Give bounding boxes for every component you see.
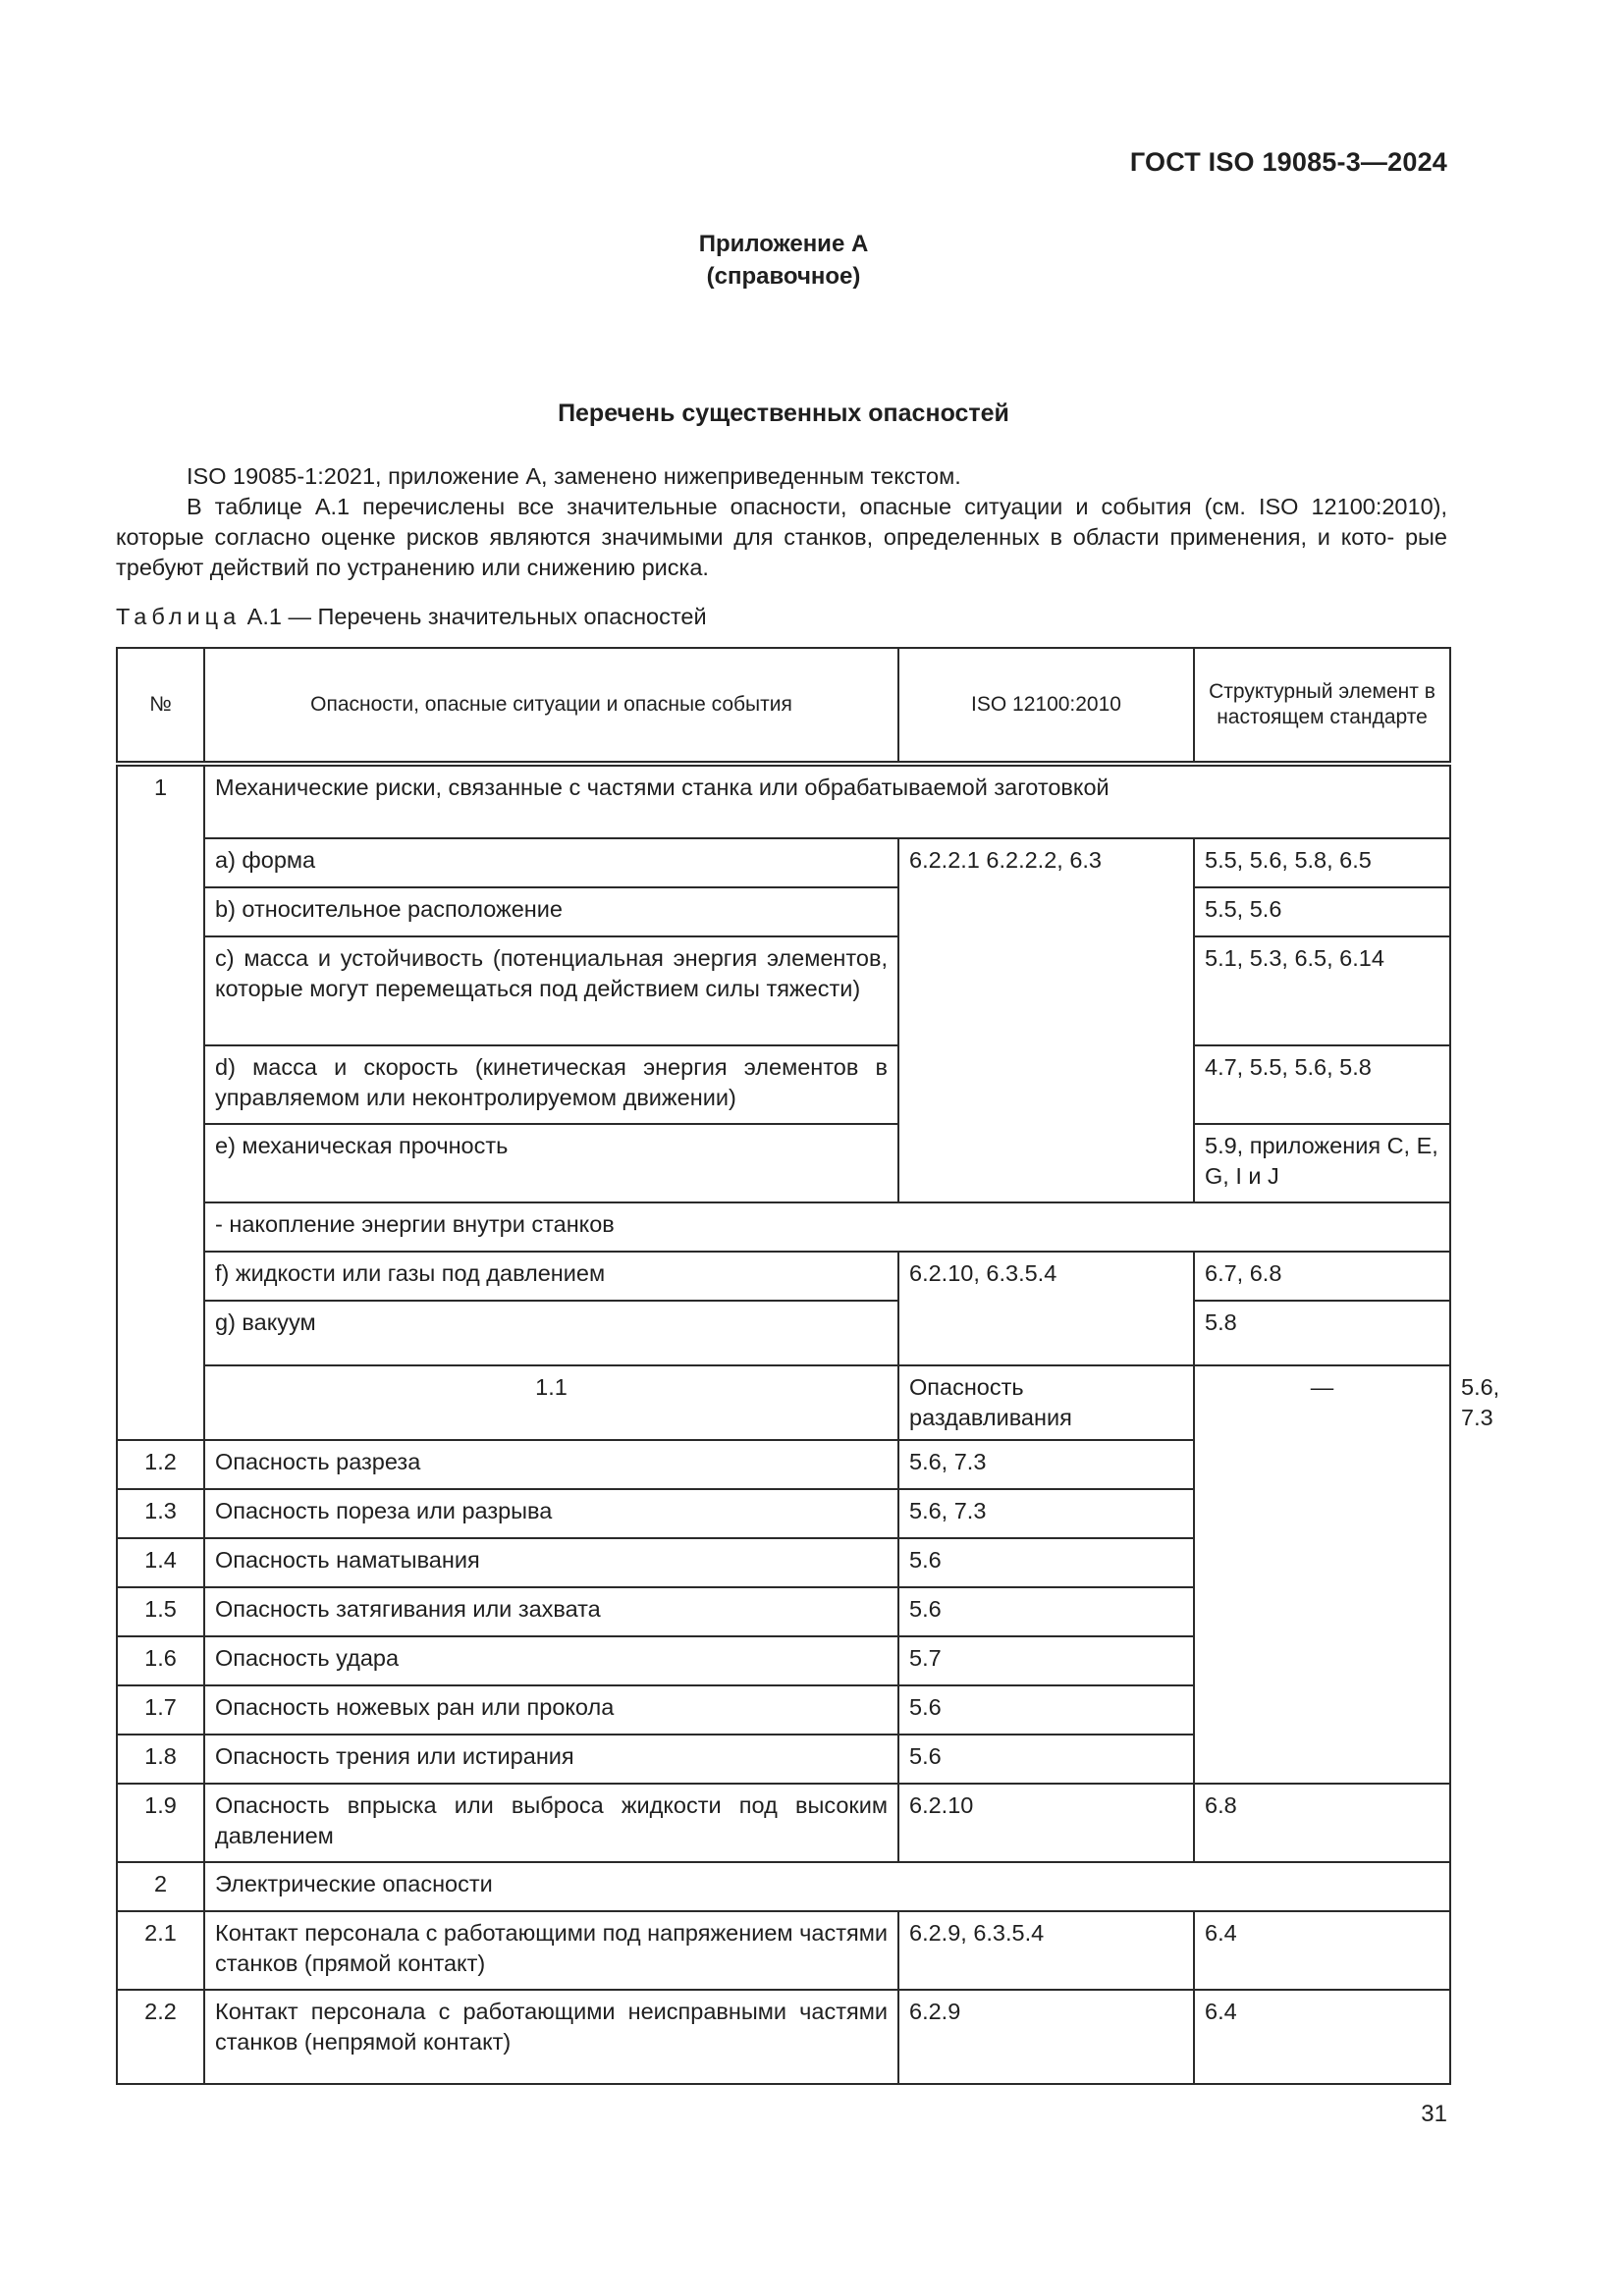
row-hazard: е) механическая прочность [204,1124,898,1202]
row-iso: 6.2.2.1 6.2.2.2, 6.3 [898,838,1194,1202]
row-element: 5.6 [898,1587,1194,1636]
table-row [117,1301,1450,1365]
row-element: 5.5, 5.6, 5.8, 6.5 [1194,838,1450,887]
table-row [117,1202,1450,1252]
row-element: 5.1, 5.3, 6.5, 6.14 [1194,936,1450,1045]
table-row [117,1784,1450,1862]
row-element: 5.7 [898,1636,1194,1685]
hazards-table [116,647,1500,2085]
row-hazard: g) вакуум [204,1301,898,1365]
appendix-type: (справочное) [706,263,861,290]
row-num: 1.7 [117,1685,204,1735]
row-hazard: Контакт персонала с работающими неисправными частями станков (непрямой контакт) [204,1990,898,2084]
table-row [117,1990,1450,2084]
appendix-title [0,228,1567,293]
row-element: 5.6 [898,1538,1194,1587]
table-row [117,1045,1450,1124]
table-row: 1.1 Опасность раздавливания — 5.6, 7.3 [117,1365,1450,1440]
row-hazard: Опасность разреза [204,1440,898,1489]
row-element: 6.8 [1194,1784,1450,1862]
header-hazard: Опасности, опасные ситуации и опасные события [204,648,898,764]
row-hazard: Опасность ножевых ран или прокола [204,1685,898,1735]
section-heading: Перечень существенных опасностей [558,400,1009,427]
row-element: 5.6, 7.3 [898,1489,1194,1538]
table-header-row [117,648,1450,764]
intro-paragraph-2: В таблице А.1 перечислены все значительные опасности, опасные ситуации и события (см. ISO 12100:2010), которые согласно оценке рисков являются значимыми для станков, определенных в области применения, и кото- рые требуют действий по устранению или снижению риска. [116,494,1447,580]
row-element: 5.6 [898,1685,1194,1735]
row-num: 1.4 [117,1538,204,1587]
row-num: 1.5 [117,1587,204,1636]
row-iso: 6.2.10 [898,1784,1194,1862]
row-hazard: Опасность пореза или разрыва [204,1489,898,1538]
row-num: 2 [117,1862,204,1911]
row-hazard: с) масса и устойчивость (потенциальная энергия элементов, которые могут перемещаться под действием силы тяжести) [204,936,898,1045]
row-hazard: d) масса и скорость (кинетическая энергия элементов в управляемом или неконтролируемом движении) [204,1045,898,1124]
intro-paragraph-1: ISO 19085-1:2021, приложение А, заменено нижеприведенным текстом. [187,463,961,489]
row-iso: 6.2.10, 6.3.5.4 [898,1252,1194,1365]
row-num: 1.6 [117,1636,204,1685]
row-hazard: Опасность затягивания или захвата [204,1587,898,1636]
table-row [117,1252,1450,1301]
row-num: 1.1 [204,1365,898,1440]
header-element: Структурный элемент в настоящем стандарте [1194,648,1450,764]
row-element: 4.7, 5.5, 5.6, 5.8 [1194,1045,1450,1124]
row-element: 6.4 [1194,1990,1450,2084]
table-row [117,887,1450,936]
row-hazard: Опасность впрыска или выброса жидкости под высоким давлением [204,1784,898,1862]
row-element: 5.6 [898,1735,1194,1784]
row-num: 1.3 [117,1489,204,1538]
row-hazard: а) форма [204,838,898,887]
page-number: 31 [1421,2101,1447,2127]
row-iso: 6.2.9 [898,1990,1194,2084]
row-hazard: Опасность раздавливания [898,1365,1194,1440]
table-row [117,1124,1450,1202]
row-hazard: - накопление энергии внутри станков [204,1202,1450,1252]
row-element: 6.7, 6.8 [1194,1252,1450,1301]
row-element: 5.6, 7.3 [898,1440,1194,1489]
table-row [117,936,1450,1045]
row-num: 1 [117,764,204,1440]
row-element: 5.5, 5.6 [1194,887,1450,936]
row-element: 5.8 [1194,1301,1450,1365]
row-iso: — [1194,1365,1450,1784]
row-hazard: Опасность наматывания [204,1538,898,1587]
row-hazard: Контакт персонала с работающими под напряжением частями станков (прямой контакт) [204,1911,898,1990]
table-row [117,764,1450,838]
row-element: 6.4 [1194,1911,1450,1990]
table-caption [116,604,707,630]
row-hazard: f) жидкости или газы под давлением [204,1252,898,1301]
row-hazard: Опасность трения или истирания [204,1735,898,1784]
row-num: 1.9 [117,1784,204,1862]
appendix-label: Приложение А [698,231,869,257]
row-num: 1.2 [117,1440,204,1489]
row-hazard: Опасность удара [204,1636,898,1685]
table-row [117,1911,1450,1990]
row-hazard: b) относительное расположение [204,887,898,936]
row-num: 2.1 [117,1911,204,1990]
row-num: 2.2 [117,1990,204,2084]
table-row [117,838,1450,887]
row-iso: 6.2.9, 6.3.5.4 [898,1911,1194,1990]
table-caption-text: А.1 — Перечень значительных опасностей [241,604,707,629]
document-code: ГОСТ ISO 19085-3—2024 [1129,147,1447,177]
row-element: 5.9, приложения С, Е, G, I и J [1194,1124,1450,1202]
row-hazard: Электрические опасности [204,1862,1450,1911]
table-row [117,1862,1450,1911]
table-caption-label: Таблица [116,604,242,629]
row-num: 1.8 [117,1735,204,1784]
row-hazard: Механические риски, связанные с частями станка или обрабатываемой заготовкой [204,764,1450,838]
header-num: № [117,648,204,764]
header-iso: ISO 12100:2010 [898,648,1194,764]
intro-text [116,461,1447,583]
